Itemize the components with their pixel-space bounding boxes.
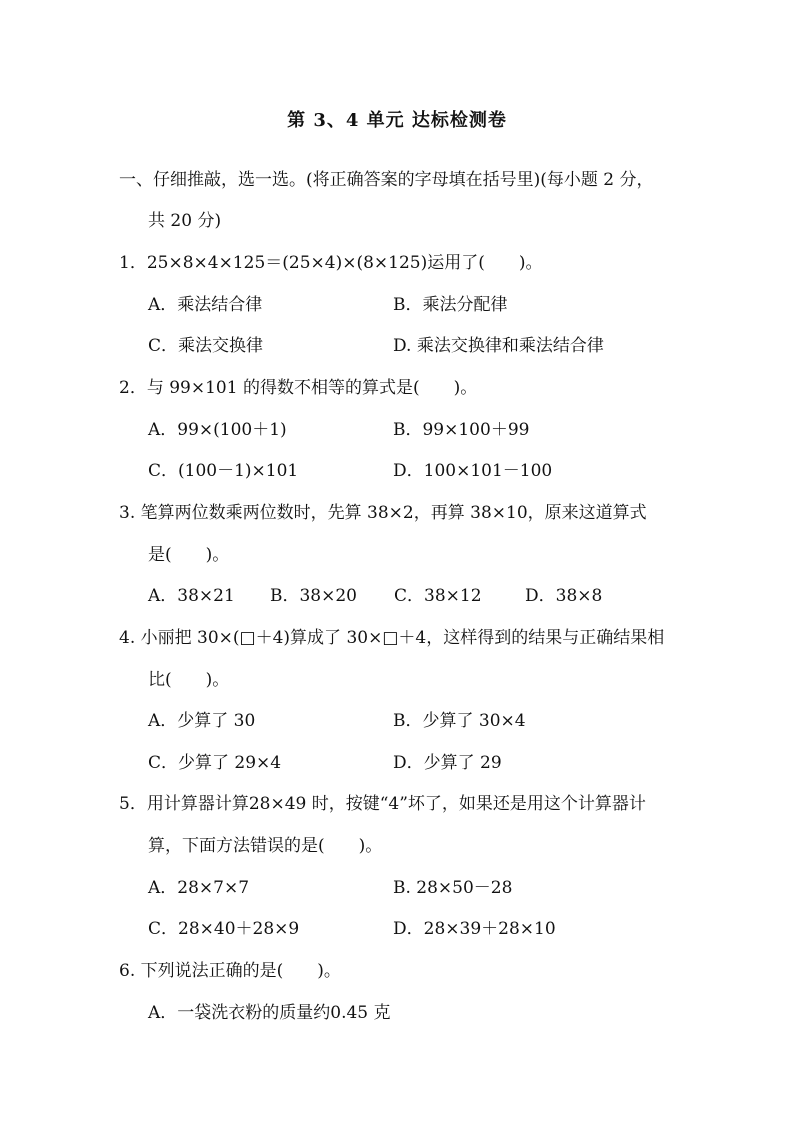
question-5-option-d: D．28×39＋28×10 <box>393 919 556 939</box>
question-1-option-c: C．乘法交换律 <box>148 336 264 356</box>
question-5-option-b: B. 28×50－28 <box>393 878 513 898</box>
question-4-stem-line1: 4. 小丽把 30×(□＋4)算成了 30×□＋4，这样得到的结果与正确结果相 <box>119 628 665 648</box>
question-2-option-a: A．99×(100＋1) <box>148 420 287 440</box>
question-1-option-a: A．乘法结合律 <box>148 295 263 315</box>
question-4-option-d: D．少算了 29 <box>393 753 502 773</box>
question-3-stem-line1: 3. 笔算两位数乘两位数时，先算 38×2，再算 38×10，原来这道算式 <box>119 503 647 523</box>
section-heading-line1: 一、仔细推敲，选一选。(将正确答案的字母填在括号里)(每小题 2 分， <box>119 170 654 190</box>
question-1-stem: 1．25×8×4×125＝(25×4)×(8×125)运用了( )。 <box>119 253 543 273</box>
question-6-stem: 6. 下列说法正确的是( )。 <box>119 961 341 981</box>
page-title: 第 3、4 单元 达标检测卷 <box>287 110 507 131</box>
question-5-stem-line1: 5．用计算器计算28×49 时，按键“4”坏了，如果还是用这个计算器计 <box>119 794 646 814</box>
question-4-option-b: B．少算了 30×4 <box>393 711 526 731</box>
question-2-option-d: D．100×101－100 <box>393 461 553 481</box>
question-2-option-b: B．99×100＋99 <box>393 420 530 440</box>
question-5-option-c: C．28×40＋28×9 <box>148 919 300 939</box>
question-3-option-c: C．38×12 <box>394 586 482 606</box>
question-2-option-c: C．(100－1)×101 <box>148 461 299 481</box>
question-4-option-c: C．少算了 29×4 <box>148 753 282 773</box>
question-6-option-a: A．一袋洗衣粉的质量约0.45 克 <box>148 1003 391 1023</box>
question-4-stem-line2: 比( )。 <box>148 670 230 690</box>
question-3-option-a: A．38×21 <box>148 586 235 606</box>
question-1-option-b: B．乘法分配律 <box>393 295 508 315</box>
question-1-option-d: D. 乘法交换律和乘法结合律 <box>393 336 604 356</box>
question-5-option-a: A．28×7×7 <box>148 878 250 898</box>
question-3-stem-line2: 是( )。 <box>148 545 230 565</box>
section-heading-line2: 共 20 分) <box>148 211 222 231</box>
question-2-stem: 2．与 99×101 的得数不相等的算式是( )。 <box>119 378 478 398</box>
question-5-stem-line2: 算，下面方法错误的是( )。 <box>148 836 383 856</box>
question-3-option-d: D．38×8 <box>525 586 603 606</box>
question-4-option-a: A．少算了 30 <box>148 711 256 731</box>
question-3-option-b: B．38×20 <box>270 586 358 606</box>
